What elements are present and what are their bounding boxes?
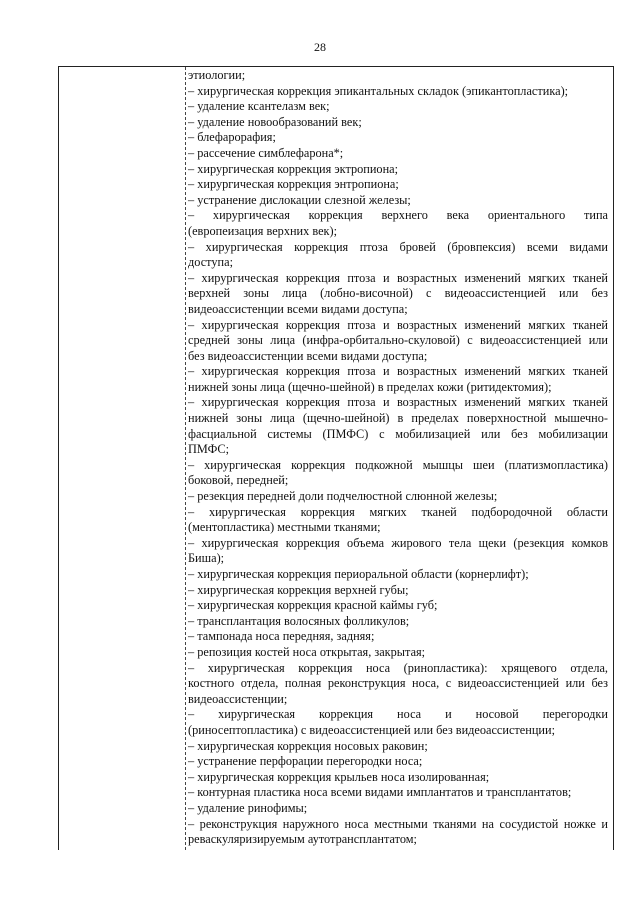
text-line: – трансплантация волосяных фолликулов; (188, 613, 410, 628)
text-line: – хирургическая коррекция верхнего века ориентального типа (188, 208, 608, 223)
text-line: боковой, передней; (188, 473, 289, 488)
text-line: – рассечение симблефарона*; (188, 145, 344, 160)
text-line: костного отдела, полная реконструкция носа, с видеоассистенцией или без (188, 676, 608, 691)
column-divider (185, 67, 186, 850)
text-line: нижней зоны лица (щечно-шейной) в пределах кожи (ритидектомия); (188, 379, 552, 394)
text-line: – хирургическая коррекция красной каймы губ; (188, 598, 438, 613)
text-line: – удаление новообразований век; (188, 114, 362, 129)
text-line: – устранение перфорации перегородки носа; (188, 754, 423, 769)
text-line: реваскуляризируемым аутотрансплантатом; (188, 832, 417, 847)
text-line: Биша); (188, 551, 225, 566)
text-line: без видеоассистенции всеми видами доступа; (188, 348, 428, 363)
text-line: – хирургическая коррекция объема жирового тела щеки (резекция комков (188, 535, 608, 550)
text-line: видеоассистенции; (188, 691, 288, 706)
text-line: – репозиция костей носа открытая, закрытая; (188, 644, 426, 659)
text-line: – хирургическая коррекция птоза бровей (бровпексия) всеми видами (188, 239, 608, 254)
text-line: – хирургическая коррекция периоральной области (корнерлифт); (188, 567, 529, 581)
text-line: – резекция передней доли подчелюстной слюнной железы; (188, 489, 498, 504)
text-line: – блефарорафия; (188, 130, 276, 145)
text-line: – хирургическая коррекция энтропиона; (188, 177, 399, 192)
text-line: – хирургическая коррекция носовых раковин; (188, 738, 428, 753)
text-line: – хирургическая коррекция птоза и возрастных изменений мягких тканей (188, 364, 608, 379)
text-line: – устранение дислокации слезной железы; (188, 192, 411, 207)
text-line: – хирургическая коррекция подкожной мышцы шеи (платизмопластика) (188, 457, 608, 472)
text-line: – хирургическая коррекция мягких тканей подбородочной области (188, 504, 608, 519)
text-line: – хирургическая коррекция птоза и возрастных изменений мягких тканей (188, 270, 608, 285)
text-line: средней зоны лица (инфра-орбитально-скуловой) с видеоассистенцией или (188, 333, 608, 348)
text-line: – хирургическая коррекция птоза и возрастных изменений мягких тканей (188, 317, 608, 332)
text-line: (риносептопластика) с видеоассистенцией или без видеоассистенции; (188, 722, 555, 737)
text-line: доступа; (188, 255, 233, 270)
text-line: этиологии; (188, 68, 246, 82)
text-line: ПМФС; (188, 442, 229, 457)
text-line: – хирургическая коррекция носа (ринопластика): хрящевого отдела, (188, 660, 608, 675)
text-line: – контурная пластика носа всеми видами имплантатов и трансплантатов; (188, 785, 572, 800)
text-line: – хирургическая коррекция птоза и возрастных изменений мягких тканей (188, 395, 608, 410)
document-table (58, 66, 614, 850)
page-number: 28 (314, 40, 326, 54)
text-line: – удаление ринофимы; (188, 800, 308, 815)
text-line: видеоассистенции всеми видами доступа; (188, 301, 408, 316)
text-line: – реконструкция наружного носа местными тканями на сосудистой ножке и (188, 816, 608, 831)
text-line: верхней зоны лица (лобно-височной) с видеоассистенцией или без (188, 286, 608, 301)
text-line: – хирургическая коррекция верхней губы; (188, 582, 409, 597)
text-line: (европеизация верхних век); (188, 223, 338, 238)
text-line: (ментопластика) местными тканями; (188, 520, 381, 535)
text-line: нижней зоны лица (щечно-шейной) в пределах поверхностной мышечно- (188, 411, 608, 426)
table-right-cell (188, 68, 608, 848)
text-line: – хирургическая коррекция крыльев носа изолированная; (188, 769, 490, 784)
table-left-cell (59, 67, 185, 850)
text-line: – тампонада носа передняя, задняя; (188, 629, 375, 644)
text-line: – удаление ксантелазм век; (188, 99, 330, 114)
text-line: – хирургическая коррекция носа и носовой перегородки (188, 707, 608, 722)
text-line: – хирургическая коррекция эктропиона; (188, 161, 399, 176)
text-line: – хирургическая коррекция эпикантальных складок (эпикантопластика); (188, 83, 569, 98)
text-line: фасциальной системы (ПМФС) с мобилизацией или без мобилизации (188, 426, 608, 441)
